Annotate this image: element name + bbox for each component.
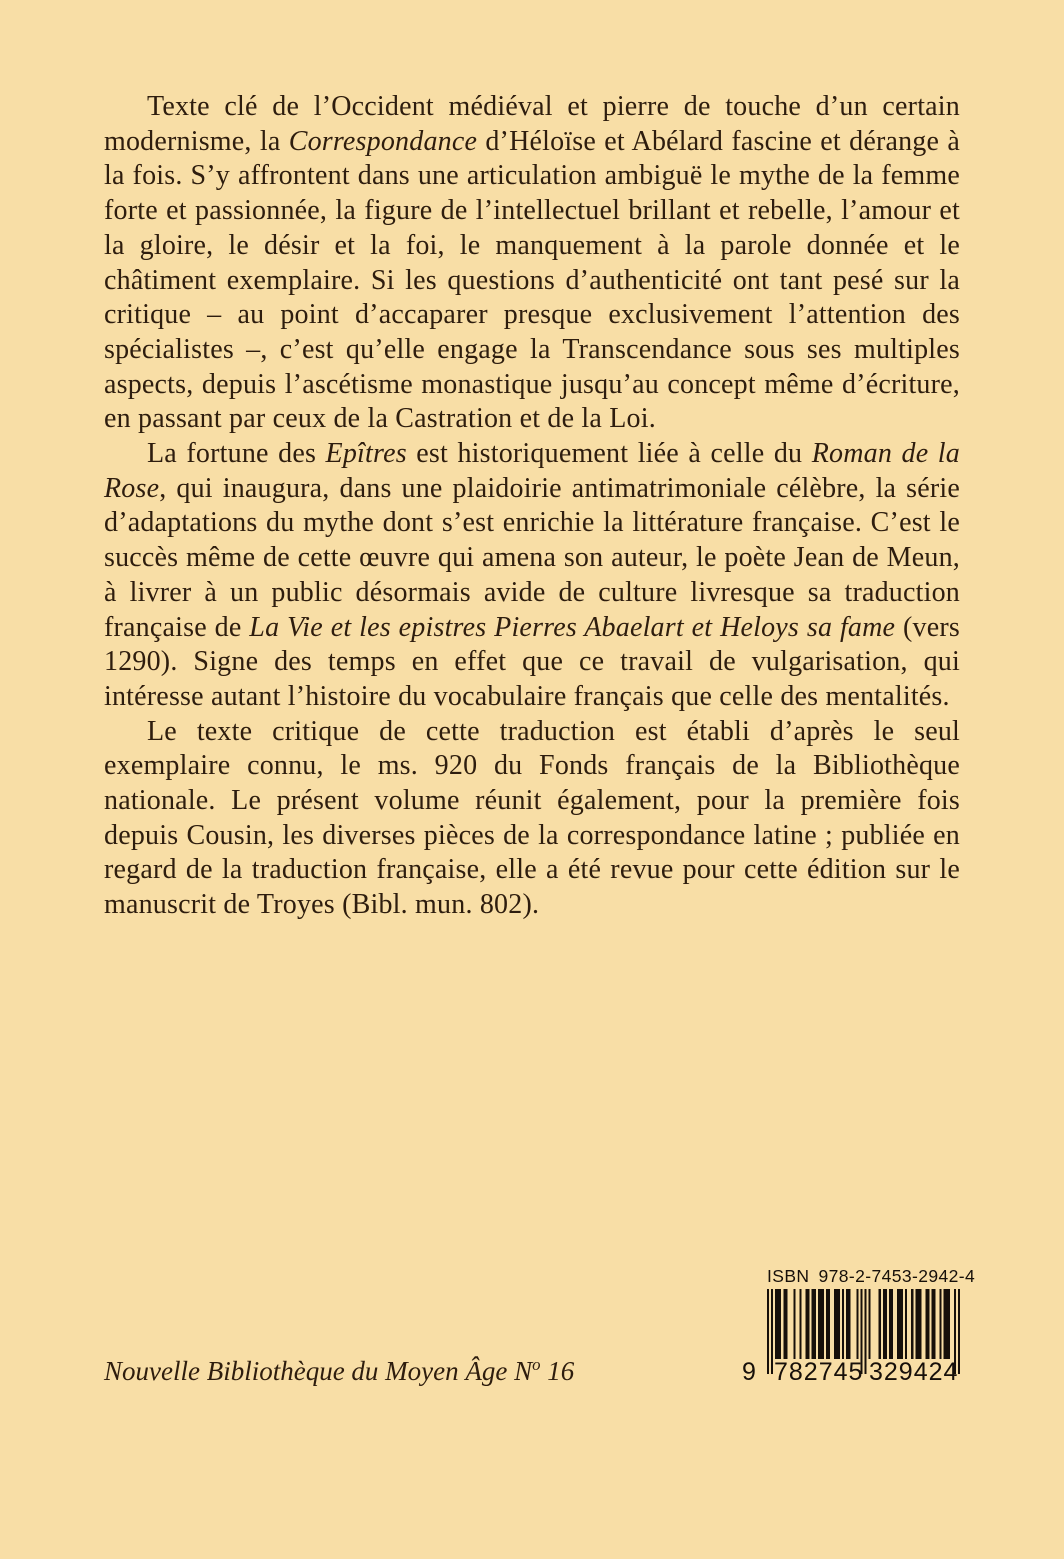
paragraph-2: La fortune des Epîtres est historiquement liée à celle du Roman de la Rose, qui inaugura, dans une plaidoirie antimatrimoniale célèbre, la série d’adaptations du mythe dont s’est enrichie la littérature française. C’est le succès même de cette œuvre qui amena son auteur, le poète Jean de Meun, à livrer à un public désormais avide de culture livresque sa traduction française de La Vie et les epistres Pierres Abaelart et Heloys sa fame (vers 1290). Signe des temps en effet que ce travail de vulgarisation, qui intéresse autant l’histoire du vocabulaire français que celle des mentalités. — [104, 438, 960, 712]
barcode-digits-right: 329424 — [869, 1358, 959, 1386]
barcode-digits-left: 782745 — [774, 1358, 864, 1386]
isbn-number: 978-2-7453-2942-4 — [818, 1266, 976, 1286]
paragraph-3: Le texte critique de cette traduction est établi d’après le seul exemplaire connu, le ms. 920 du Fonds français de la Bibliothèque nationale. Le présent volume réunit également, pour la première fois depuis Cousin, les diverses pièces de la correspondance latine ; publiée en regard de la traduction française, elle a été revue pour cette édition sur le manuscrit de Troyes (Bibl. mun. 802). — [104, 715, 960, 921]
barcode-first-digit: 9 — [742, 1358, 756, 1386]
series-title: Nouvelle Bibliothèque du Moyen Âge $N^o$ 16 — [104, 1355, 575, 1386]
isbn-line — [767, 1266, 976, 1286]
back-cover-text — [104, 90, 960, 923]
isbn-label: ISBN — [767, 1266, 810, 1286]
barcode-digits — [742, 1358, 960, 1387]
paragraph-1: Texte clé de l’Occident médiéval et pierre de touche d’un certain modernisme, la Correspondance d’Héloïse et Abélard fascine et dérange à la fois. S’y affrontent dans une articulation ambiguë le mythe de la femme forte et passionnée, la figure de l’intellectuel brillant et rebelle, l’amour et la gloire, le désir et la foi, le manquement à la parole donnée et le châtiment exemplaire. Si les questions d’authenticité ont tant pesé sur la critique – au point d’accaparer presque exclusivement l’attention des spécialistes –, c’est qu’elle engage la Transcendance sous ses multiples aspects, depuis l’ascétisme monastique jusqu’au concept même d’écriture, en passant par ceux de la Castration et de la Loi. — [104, 91, 961, 435]
isbn-barcode — [742, 1266, 976, 1386]
